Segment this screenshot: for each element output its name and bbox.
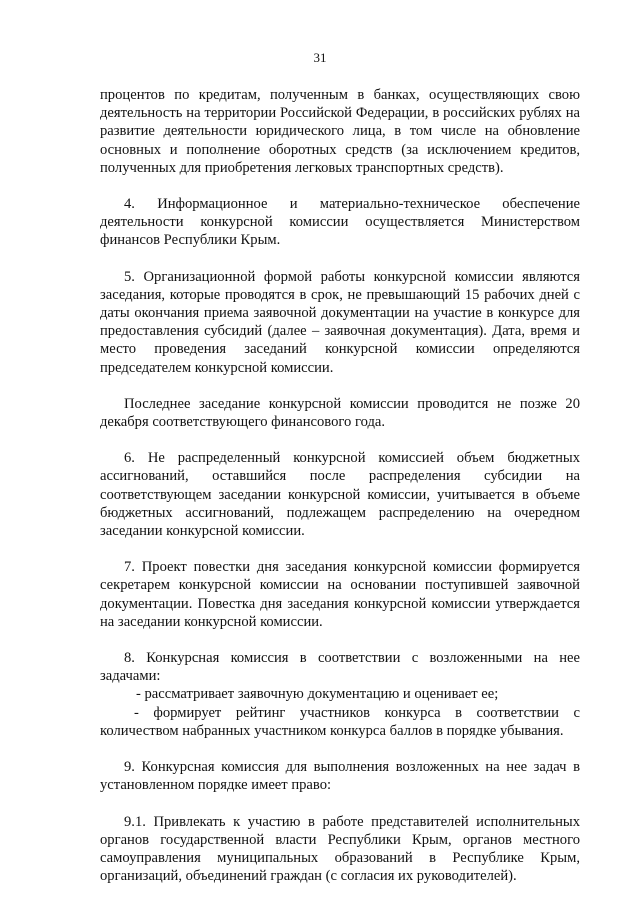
paragraph-item-7: 7. Проект повестки дня заседания конкурсной комиссии формируется секретарем конкурсной комиссии на основании поступившей заявочной документации. Повестка дня заседания конкурсной комиссии утверждается на заседании конкурсной комиссии. (100, 559, 580, 630)
list-item-review: - рассматривает заявочную документацию и оценивает ее; (136, 686, 499, 703)
paragraph-item-5: 5. Организационной формой работы конкурсной комиссии являются заседания, которые проводятся в срок, не превышающий 15 рабочих дней с даты окончания приема заявочной документации на участие в конкурсе для предоставления субсидий (далее – заявочная документация). Дата, время и место проведения заседаний конкурсной комиссии определяются председателем конкурсной комиссии. (100, 268, 580, 376)
paragraph-item-6: 6. Не распределенный конкурсной комиссией объем бюджетных ассигнований, оставшийся после распределения субсидии на соответствующем заседании конкурсной комиссии, учитывается в объеме бюджетных ассигнований, подлежащем распределению на очередном заседании конкурсной комиссии. (100, 450, 580, 540)
paragraph-item-9-1: 9.1. Привлекать к участию в работе представителей исполнительных органов государственной власти Республики Крым, органов местного самоуправления муниципальных образований в Республике Крым, организаций, объединений граждан (с согласия их руководителей). (100, 813, 580, 885)
document-body (100, 86, 580, 885)
paragraph-continuation: процентов по кредитам, полученным в банках, осуществляющих свою деятельность на территории Российской Федерации, в российских рублях на развитие деятельности юридического лица, в том числе на обновление основных и пополнение оборотных средств (за исключением кредитов, полученных для приобретения легковых транспортных средств). (100, 87, 580, 176)
paragraph-item-9: 9. Конкурсная комиссия для выполнения возложенных на нее задач в установленном порядке имеет право: (100, 759, 580, 794)
list-item-rating: - формирует рейтинг участников конкурса в соответствии с количеством набранных участником конкурса баллов в порядке убывания. (100, 704, 580, 739)
paragraph-last-meeting: Последнее заседание конкурсной комиссии проводится не позже 20 декабря соответствующего финансового года. (100, 395, 580, 431)
paragraph-item-8: 8. Конкурсная комиссия в соответствии с возложенными на нее задачами: (100, 650, 580, 685)
paragraph-item-4: 4. Информационное и материально-техническое обеспечение деятельности конкурсной комиссии осуществляется Министерством финансов Республики Крым. (100, 196, 580, 249)
page-number: 31 (313, 50, 327, 65)
